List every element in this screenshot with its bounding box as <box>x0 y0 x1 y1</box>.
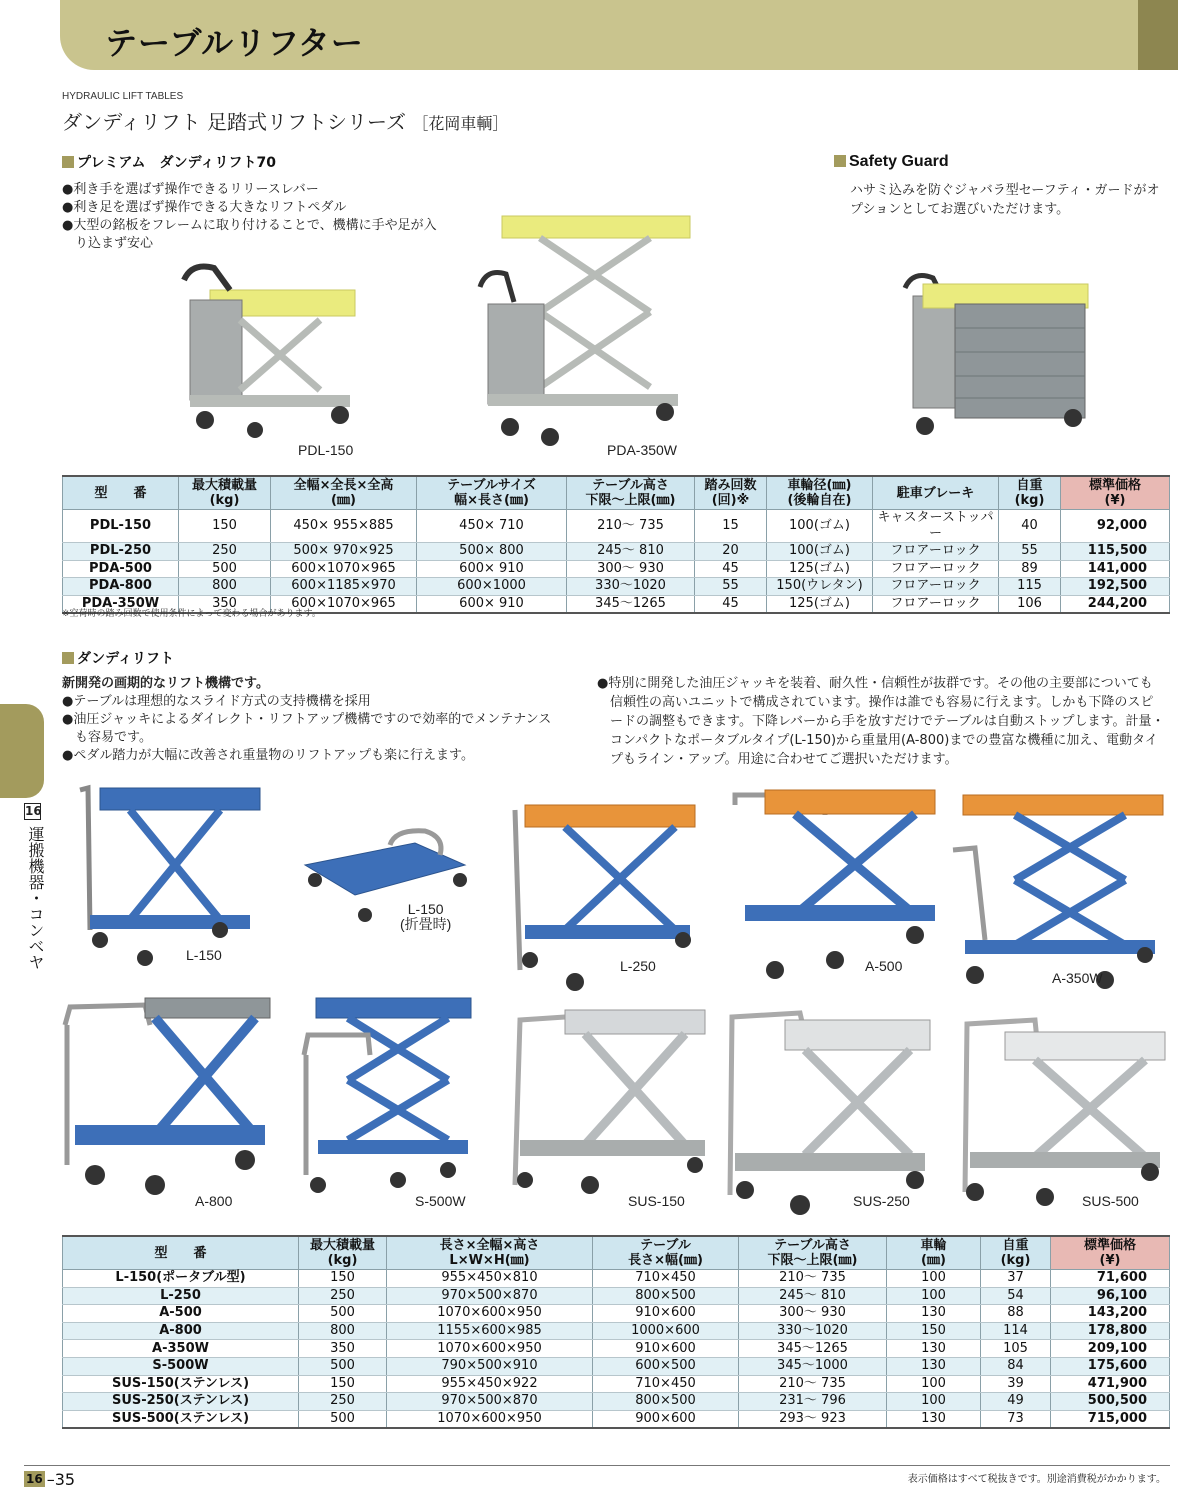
table-row: PDA-500 500 600×1070×965 600× 910 300～ 930 45 125(ゴム) フロアーロック 89 141,000 <box>63 560 1170 578</box>
series-title <box>62 106 508 135</box>
photo-caption: S-500W <box>415 1193 466 1209</box>
col-header: 車輪 (㎜) <box>887 1236 981 1270</box>
series-name: ダンディリフト 足踏式リフトシリーズ <box>62 110 406 134</box>
page-chapter-box: 16 <box>26 1472 43 1486</box>
page-number <box>24 1470 75 1489</box>
col-header: 長さ×全幅×高さ L×W×H(㎜) <box>387 1236 593 1270</box>
col-header: テーブル高さ 下限～上限(㎜) <box>567 476 695 510</box>
table-row: L-250 250 970×500×870 800×500 245～ 810 100 54 96,100 <box>63 1287 1170 1305</box>
photo-caption: L-150 <box>186 947 222 963</box>
table-header-row <box>63 1236 1170 1270</box>
product-photo-pdl-150 <box>170 260 370 440</box>
chapter-number: 16 <box>25 804 42 818</box>
table-row: A-500 500 1070×600×950 910×600 300～ 930 130 88 143,200 <box>63 1305 1170 1323</box>
product-photo-sus-150 <box>505 1005 710 1200</box>
page-title: テーブルリフター <box>105 24 364 62</box>
dandy-description: ●特別に開発した油圧ジャッキを装着、耐久性・信頼性が抜群です。その他の主要部についても信頼性の高いユニットで構成されています。操作は誰でも容易に行えます。しかも下降のスピードの調整もできます。下降レバーから手を放すだけでテーブルは自動ストップします。計量・コンパクトなポータブルタイプ(L-150)から重量用(A-800)までの豊富な機種に加え、電動タイプもライン・アップ。用途に合わせてご選択いただけます。 <box>597 676 1165 767</box>
col-header: 標準価格 (¥) <box>1051 1236 1170 1270</box>
footer-divider <box>24 1465 1170 1466</box>
product-photo-sus-500 <box>955 1012 1170 1217</box>
table-row: SUS-150(ステンレス) 150 955×450×922 710×450 210～ 735 100 39 471,900 <box>63 1375 1170 1393</box>
section-square-icon <box>834 155 846 167</box>
premium-heading: プレミアム ダンディリフト70 <box>62 152 276 172</box>
col-header: 全幅×全長×全高 (㎜) <box>271 476 417 510</box>
product-photo-a-800 <box>55 995 275 1200</box>
table-note: ※空荷時の踏み回数で使用条件によって変わる場合があります。 <box>62 609 321 619</box>
col-header: 車輪径(㎜) (後輪自在) <box>767 476 873 510</box>
photo-caption: A-500 <box>865 958 903 974</box>
premium-spec-table <box>62 475 1170 614</box>
dandy-spec-table <box>62 1235 1170 1429</box>
table-row: PDA-350W 350 600×1070×965 600× 910 345～1265 45 125(ゴム) フロアーロック 106 244,200 <box>63 595 1170 613</box>
section-square-icon <box>62 652 74 664</box>
photo-caption: A-800 <box>195 1193 233 1209</box>
col-header: 踏み回数 (回)※ <box>695 476 767 510</box>
page-number-text: –35 <box>46 1470 76 1489</box>
series-maker: ［花岡車輌］ <box>412 114 509 133</box>
product-photo-l-150 <box>70 780 270 970</box>
table-row: PDA-800 800 600×1185×970 600×1000 330～1020 55 150(ウレタン) フロアーロック 115 192,500 <box>63 578 1170 596</box>
table-row: L-150(ポータブル型) 150 955×450×810 710×450 210～ 735 100 37 71,600 <box>63 1270 1170 1288</box>
dandy-lead: 新開発の画期的なリフト機構です。 <box>62 676 269 691</box>
product-photo-l-250 <box>505 800 700 995</box>
col-header: 自重 (kg) <box>981 1236 1051 1270</box>
col-header: 型 番 <box>63 1236 299 1270</box>
safety-guard-text: ハサミ込みを防ぐジャバラ型セーフティ・ガードがオプションとしてお選びいただけます。 <box>850 183 1160 217</box>
photo-caption: A-350W <box>1052 970 1103 986</box>
header-accent <box>1138 0 1178 70</box>
dandy-bullets <box>62 693 554 765</box>
product-photo-sus-250 <box>720 1005 935 1220</box>
english-subtitle: HYDRAULIC LIFT TABLES <box>62 91 184 102</box>
col-header: 自重 (kg) <box>999 476 1061 510</box>
product-photo-a-350w <box>945 790 1170 995</box>
product-photo-pda-350w <box>470 212 700 452</box>
product-photo-a-500 <box>725 785 940 985</box>
photo-caption: L-250 <box>620 958 656 974</box>
table-row: A-350W 350 1070×600×950 910×600 345～1265 130 105 209,100 <box>63 1340 1170 1358</box>
table-row: S-500W 500 790×500×910 600×500 345～1000 130 84 175,600 <box>63 1357 1170 1375</box>
table-row: PDL-250 250 500× 970×925 500× 800 245～ 810 20 100(ゴム) フロアーロック 55 115,500 <box>63 543 1170 561</box>
col-header: 標準価格 (¥) <box>1061 476 1170 510</box>
bullet-item: ●利き手を選ばず操作できるリリースレバー <box>62 182 319 197</box>
photo-caption: SUS-500 <box>1082 1193 1139 1209</box>
bullet-item: ●利き足を選ばず操作できる大きなリフトペダル <box>62 200 347 215</box>
bullet-item: ●大型の銘板をフレームに取り付けることで、機構に手や足が入り込まず安心 <box>62 218 437 251</box>
table-row: SUS-250(ステンレス) 250 970×500×870 800×500 231～ 796 100 49 500,500 <box>63 1393 1170 1411</box>
product-photo-s-500w <box>298 995 478 1200</box>
table-row: PDL-150 150 450× 955×885 450× 710 210～ 735 15 100(ゴム) キャスターストッパー 40 92,000 <box>63 510 1170 543</box>
section-square-icon <box>62 156 74 168</box>
side-index-tab[interactable] <box>0 704 44 798</box>
col-header: 駐車ブレーキ <box>873 476 999 510</box>
tax-note: 表示価格はすべて税抜きです。別途消費税がかかります。 <box>907 1474 1166 1485</box>
photo-caption: L-150 (折畳時) <box>400 901 452 932</box>
product-photo-safety-guard <box>895 268 1095 448</box>
table-row: SUS-500(ステンレス) 500 1070×600×950 900×600 293～ 923 130 73 715,000 <box>63 1410 1170 1428</box>
col-header: テーブルサイズ 幅×長さ(㎜) <box>417 476 567 510</box>
photo-caption: SUS-150 <box>628 1193 685 1209</box>
col-header: テーブル 長さ×幅(㎜) <box>593 1236 739 1270</box>
bullet-item: ●ペダル踏力が大幅に改善され重量物のリフトアップも楽に行えます。 <box>62 748 475 763</box>
bullet-item: ●油圧ジャッキによるダイレクト・リフトアップ機構ですので効率的でメンテナンスも容易です。 <box>62 712 552 745</box>
bullet-item: ●テーブルは理想的なスライド方式の支持機構を採用 <box>62 694 371 709</box>
chapter-category: 運搬機器・コンベヤ <box>26 826 45 970</box>
col-header: 最大積載量 (kg) <box>299 1236 387 1270</box>
col-header: 最大積載量 (kg) <box>179 476 271 510</box>
safety-guard-heading: Safety Guard <box>834 153 949 171</box>
dandy-heading: ダンディリフト <box>62 648 174 668</box>
table-header-row <box>63 476 1170 510</box>
col-header: テーブル高さ 下限～上限(㎜) <box>739 1236 887 1270</box>
premium-bullets <box>62 181 442 253</box>
photo-caption: PDA-350W <box>607 442 678 458</box>
table-row: A-800 800 1155×600×985 1000×600 330～1020 150 114 178,800 <box>63 1322 1170 1340</box>
col-header: 型 番 <box>63 476 179 510</box>
photo-caption: SUS-250 <box>853 1193 910 1209</box>
photo-caption: PDL-150 <box>298 442 354 458</box>
